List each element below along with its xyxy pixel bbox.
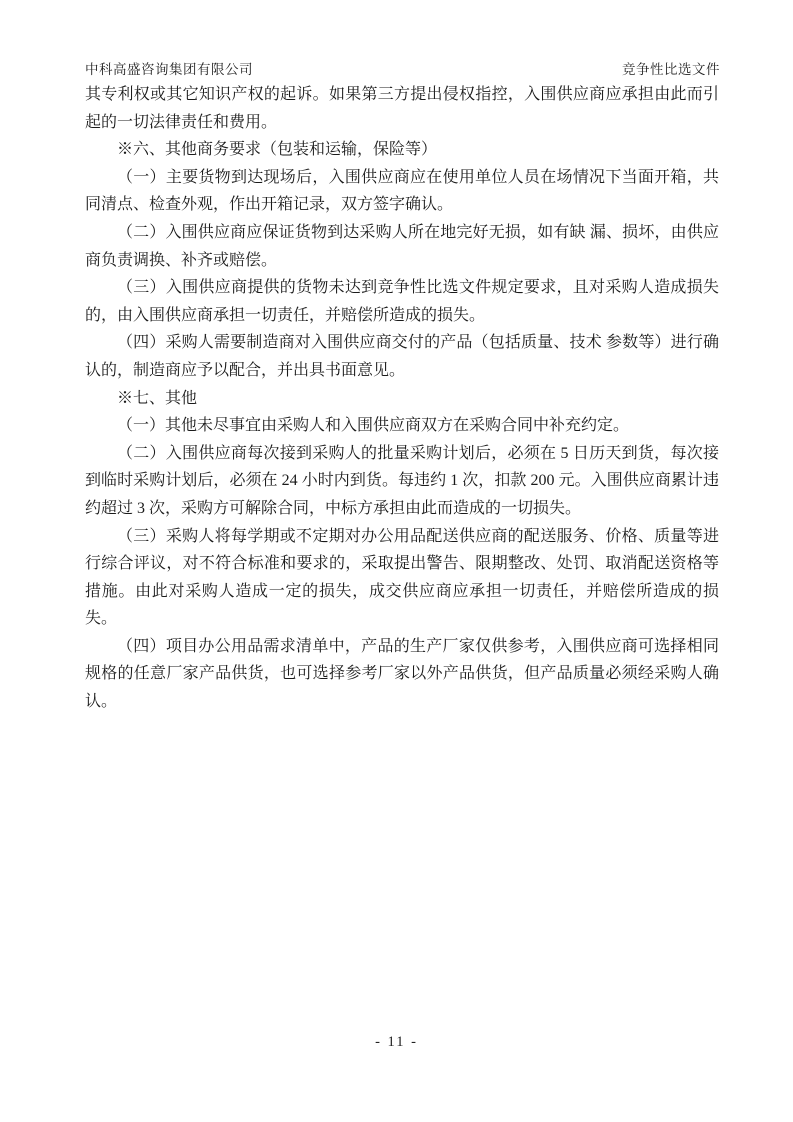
page-header	[85, 58, 720, 78]
paragraph-section-7-heading: ※七、其他	[117, 389, 198, 407]
paragraph-section-6-heading: ※六、其他商务要求（包装和运输，保险等）	[117, 141, 438, 159]
paragraph-section-6-item-3: （三）入围供应商提供的货物未达到竞争性比选文件规定要求，且对采购人造成损失的，由入围供应商承担一切责任，并赔偿所造成的损失。	[85, 279, 719, 324]
paragraph-section-7-item-2: （二）入围供应商每次接到采购人的批量采购计划后，必须在 5 日历天到货，每次接到临时采购计划后，必须在 24 小时内到货。每违约 1 次，扣款 200 元。入围供应商累计违约超过 3 次，采购方可解除合同，中标方承担由此而造成的一切损失。	[85, 444, 719, 517]
paragraph-section-7-item-1: （一）其他未尽事宜由采购人和入围供应商双方在采购合同中补充约定。	[117, 417, 630, 435]
header-company-name: 中科高盛咨询集团有限公司	[85, 62, 253, 77]
paragraph-section-7-item-4: （四）项目办公用品需求清单中，产品的生产厂家仅供参考，入围供应商可选择相同规格的任意厂家产品供货，也可选择参考厂家以外产品供货，但产品质量必须经采购人确认。	[85, 637, 719, 711]
header-document-type: 竞争性比选文件	[622, 62, 720, 77]
paragraph-section-6-item-4: （四）采购人需要制造商对入围供应商交付的产品（包括质量、技术 参数等）进行确认的，制造商应予以配合，并出具书面意见。	[85, 334, 719, 379]
paragraph-continuation: 其专利权或其它知识产权的起诉。如果第三方提出侵权指控，入围供应商应承担由此而引起的一切法律责任和费用。	[85, 86, 719, 131]
paragraph-section-7-item-3: （三）采购人将每学期或不定期对办公用品配送供应商的配送服务、价格、质量等进行综合评议，对不符合标准和要求的，采取提出警告、限期整改、处罚、取消配送资格等措施。由此对采购人造成一定的损失，成交供应商应承担一切责任，并赔偿所造成的损失。	[85, 527, 719, 628]
page-number: - 11 -	[375, 1034, 418, 1050]
paragraph-section-6-item-1: （一）主要货物到达现场后，入围供应商应在使用单位人员在场情况下当面开箱，共同清点、检查外观，作出开箱记录，双方签字确认。	[85, 168, 719, 214]
document-body	[85, 81, 719, 716]
paragraph-section-6-item-2: （二）入围供应商应保证货物到达采购人所在地完好无损，如有缺 漏、损坏，由供应商负责调换、补齐或赔偿。	[85, 223, 719, 269]
page-footer	[0, 1034, 793, 1051]
